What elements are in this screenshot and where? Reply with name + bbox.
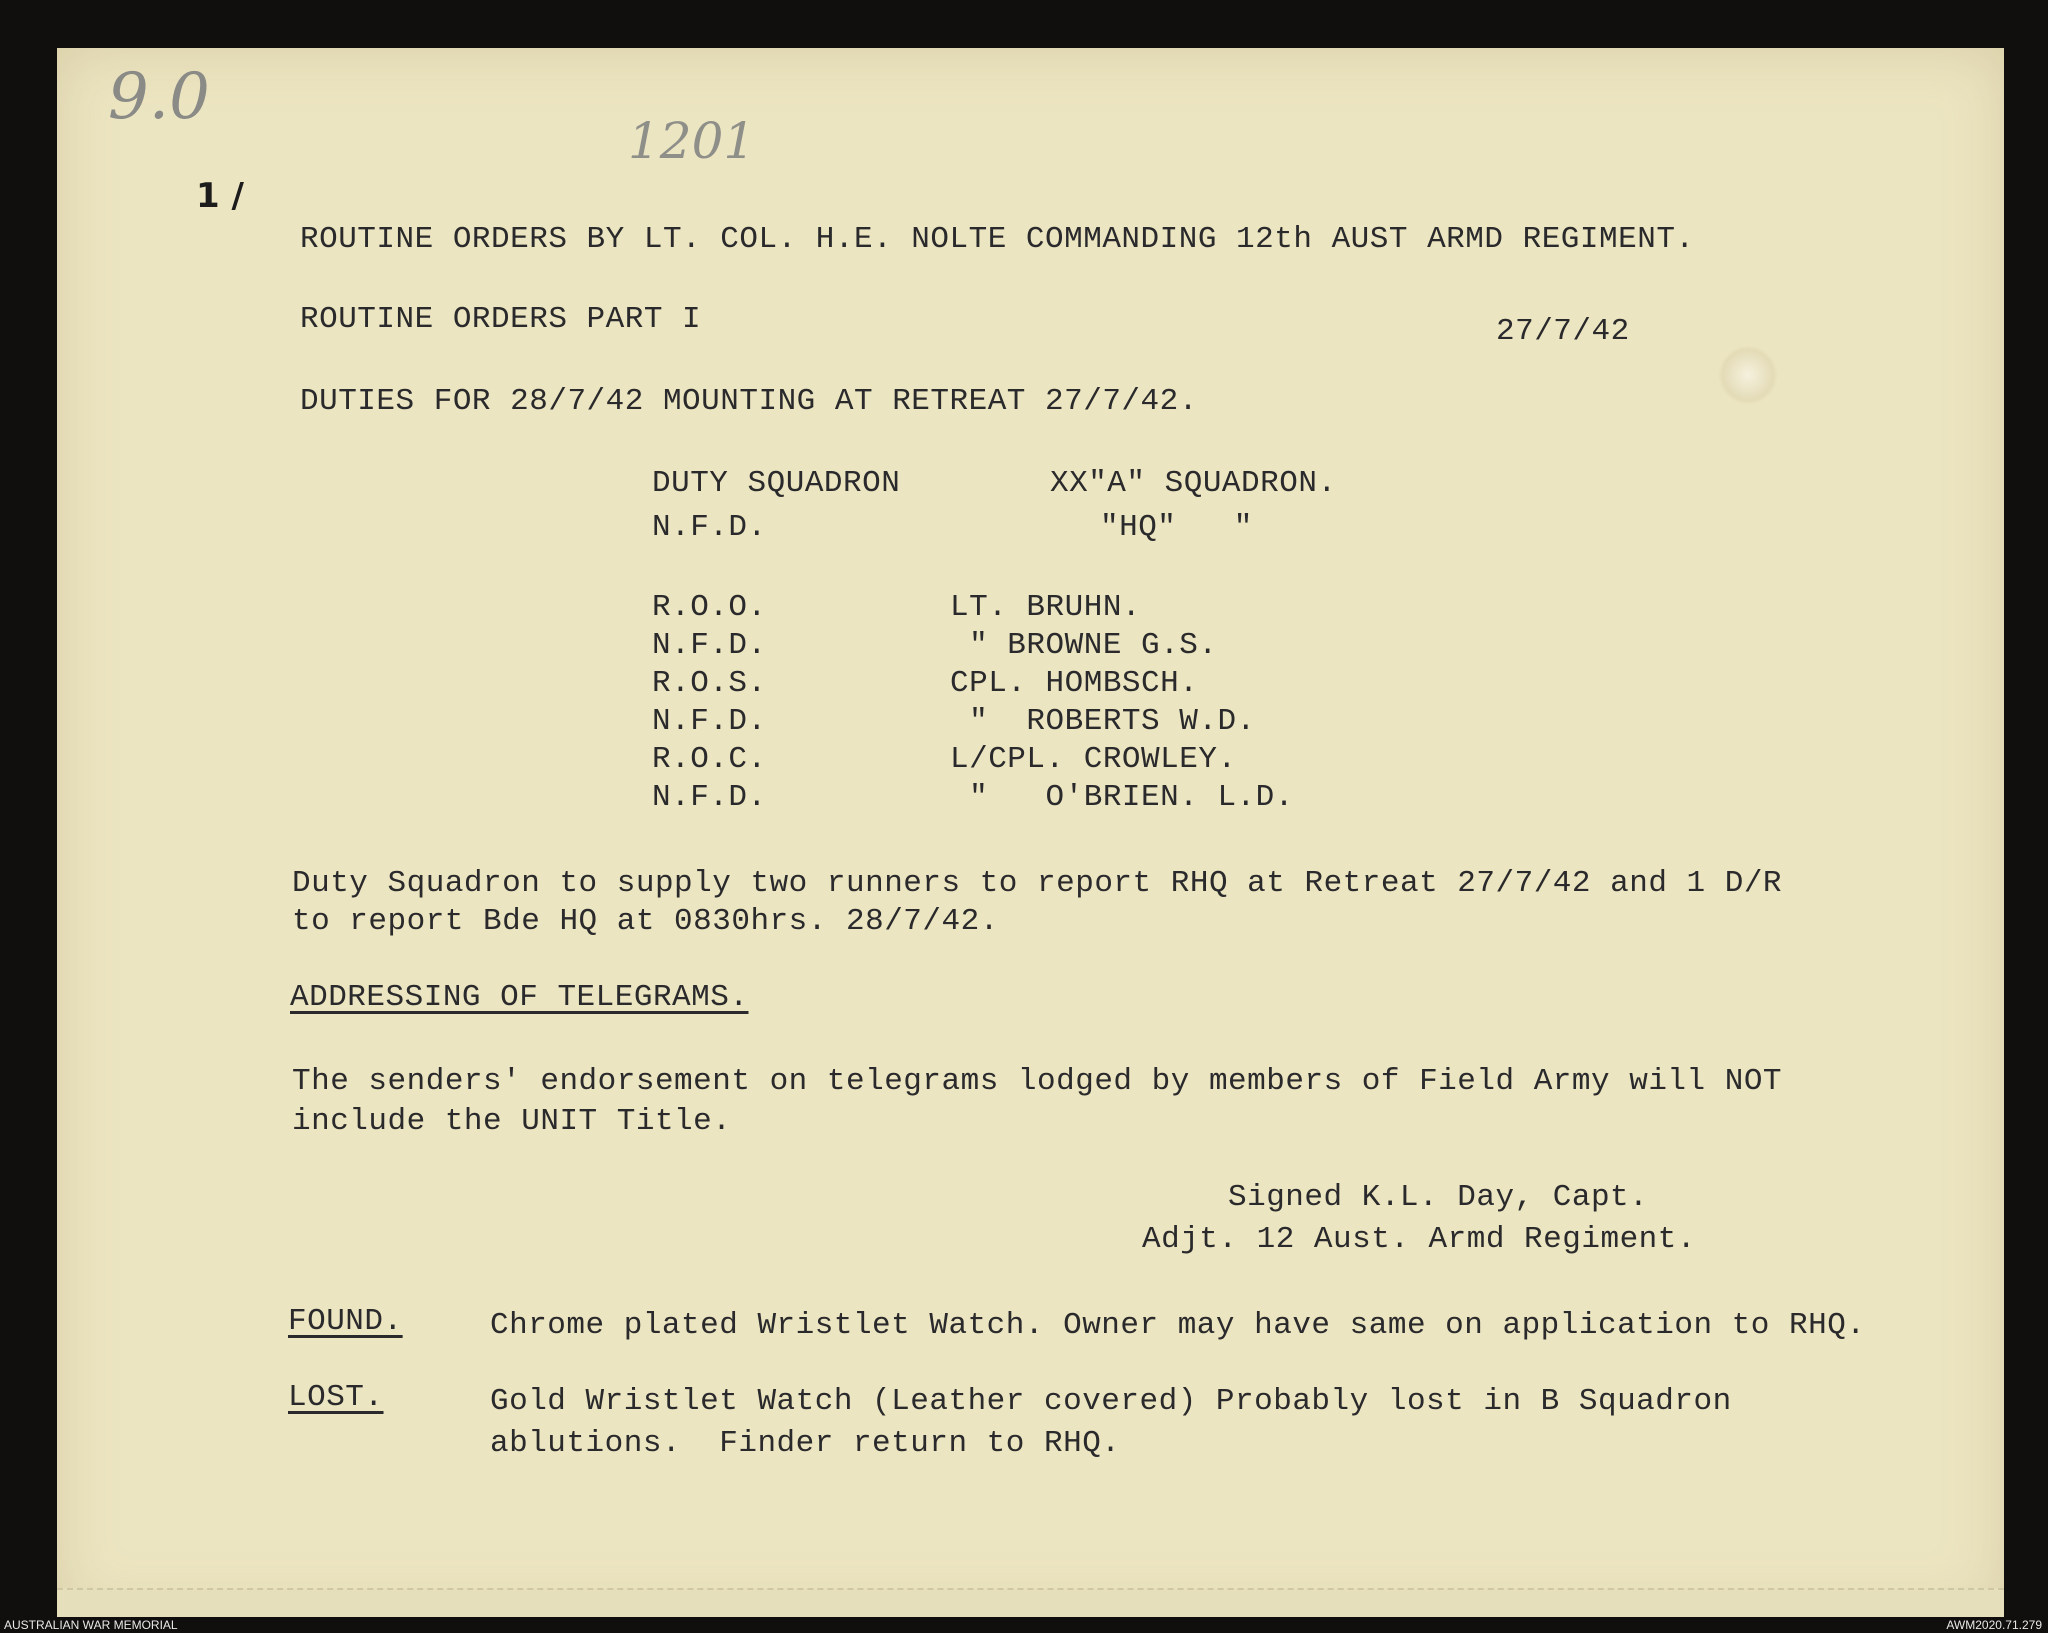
lost-label: LOST. (288, 1380, 384, 1415)
roster-role: R.O.O. (652, 590, 767, 625)
signature-line1: Signed K.L. Day, Capt. (1228, 1180, 1649, 1215)
telegrams-line1: The senders' endorsement on telegrams lodged by members of Field Army will NOT (292, 1064, 1783, 1099)
roster-name: L/CPL. CROWLEY. (950, 742, 1237, 777)
footer-accession-number: AWM2020.71.279 (1946, 1618, 2042, 1632)
handwritten-page-number: 9.0 (108, 60, 210, 134)
orders-title: ROUTINE ORDERS BY LT. COL. H.E. NOLTE COMMANDING 12th AUST ARMD REGIMENT. (300, 222, 1695, 257)
telegrams-line2: include the UNIT Title. (292, 1104, 732, 1139)
paper-tear-mark (1718, 345, 1778, 405)
runners-note-line1: Duty Squadron to supply two runners to report RHQ at Retreat 27/7/42 and 1 D/R (292, 866, 1783, 901)
duty-squadron-value: XX"A" SQUADRON. (1050, 466, 1337, 501)
roster-name: CPL. HOMBSCH. (950, 666, 1199, 701)
orders-part: ROUTINE ORDERS PART I (300, 302, 702, 337)
lost-line2: ablutions. Finder return to RHQ. (490, 1426, 1121, 1461)
found-text: Chrome plated Wristlet Watch. Owner may have same on application to RHQ. (490, 1308, 1866, 1343)
duty-squadron-label: DUTY SQUADRON (652, 466, 901, 501)
found-label: FOUND. (288, 1304, 403, 1339)
roster-role: R.O.S. (652, 666, 767, 701)
orders-date: 27/7/42 (1496, 314, 1630, 349)
footer-archive-name: AUSTRALIAN WAR MEMORIAL (4, 1618, 178, 1632)
runners-note-line2: to report Bde HQ at 0830hrs. 28/7/42. (292, 904, 999, 939)
roster-name: " ROBERTS W.D. (950, 704, 1256, 739)
duties-line: DUTIES FOR 28/7/42 MOUNTING AT RETREAT 27/7/42. (300, 384, 1198, 419)
handwritten-pencil-mark: 1201 (628, 112, 756, 170)
roster-role: N.F.D. (652, 704, 767, 739)
paper-perforated-edge (57, 1588, 2004, 1617)
lost-line1: Gold Wristlet Watch (Leather covered) Probably lost in B Squadron (490, 1384, 1732, 1419)
nfd-value: "HQ" " (1100, 510, 1253, 545)
signature-line2: Adjt. 12 Aust. Armd Regiment. (1142, 1222, 1696, 1257)
roster-role: R.O.C. (652, 742, 767, 777)
nfd-label: N.F.D. (652, 510, 767, 545)
roster-name: LT. BRUHN. (950, 590, 1142, 625)
roster-role: N.F.D. (652, 780, 767, 815)
roster-name: " BROWNE G.S. (950, 628, 1218, 663)
margin-tick-mark: 1 / (196, 176, 244, 216)
roster-name: " O'BRIEN. L.D. (950, 780, 1294, 815)
roster-role: N.F.D. (652, 628, 767, 663)
telegrams-heading: ADDRESSING OF TELEGRAMS. (290, 980, 749, 1015)
